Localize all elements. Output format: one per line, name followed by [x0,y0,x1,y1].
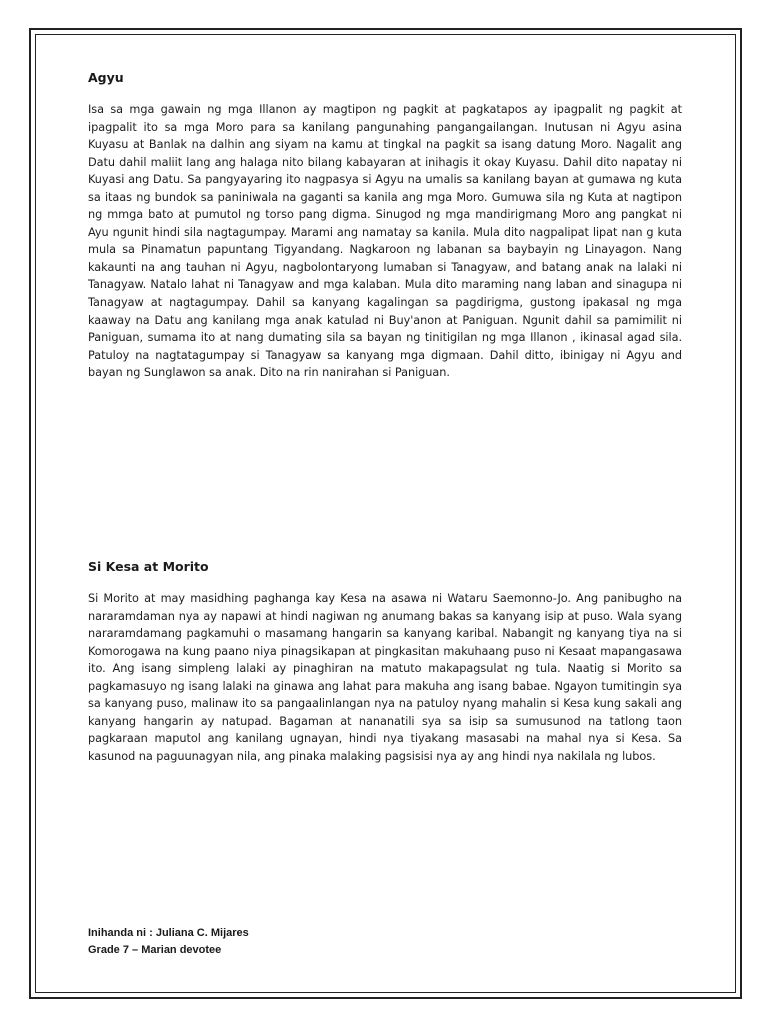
grade-line: Grade 7 – Marian devotee [88,944,222,956]
section-title-kesa-at-morito: Si Kesa at Morito [88,559,209,574]
section-kesa-at-morito [88,559,682,765]
section-body-kesa-at-morito: Si Morito at may masidhing paghanga kay Kesa na asawa ni Wataru Saemonno-Jo. Ang panibugho na nararamdaman nya ay napawi at hindi nagiwan ng anumang bakas sa kanyang isip at puso. Wala syang nararamdamang pagkamuhi o masamang hangarin sa kanyang karibal. Nabangit ng kanyang tiya na si Komorogawa na kung paano niya pinagsikapan at pingkasitan makuhaang puso ni Kesaat mapangasawa ito. Ang isang simpleng lalaki ay pinaghiran na matuto makapagsulat ng tula. Naatig si Morito sa pagkamasuyo ng isang lalaki na ginawa ang lahat para makuha ang isang babae. Ngayon tumitingin sya sa kanyang puso, malinaw ito sa pangaalinlangan nya na patuloy nyang mahalin si Kesa kung sakali ang kanyang hangarin ay natupad. Bagaman at nananatili sya sa isip sa sumusunod na tatlong taon pagkaraan maputol ang kanilang ugnayan, hindi nya tiyakang masasabi na mahal nya si Kesa. Sa kasunod na paguunagyan nila, ang pinaka malaking pagsisisi nya ay ang hindi nya nakilala ng lubos. [88,592,682,763]
section-agyu [88,70,682,382]
prepared-by-line: Inihanda ni : Juliana C. Mijares [88,927,249,939]
section-body-agyu: Isa sa mga gawain ng mga Illanon ay magtipon ng pagkit at pagkatapos ay ipagpalit ng pagkit at ipagpalit ito sa mga Moro para sa kanilang pangunahing pangangailangan. Inutusan ni Agyu asina Kuyasu at Banlak na dalhin ang siyam na kamu at tingkal na pagkit sa isang datung Moro. Nagalit ang Datu dahil maliit lang ang halaga nito bilang kabayaran at inihagis it okay Kuyasu. Dahil dito napatay ni Kuyasi ang Datu. Sa pangyayaring ito nagpasya si Agyu na umalis sa kanilang bayan at gumawa ng kuta sa itaas ng bundok sa paniniwala na gaganti sa kanila ang mga Moro. Gumuwa sila ng Kuta at nagtipon ng mmga bato at pumutol ng torso pang digma. Sinugod ng mga mandirigmang Moro ang pangkat ni Ayu ngunit hindi sila nagtagumpay. Marami ang namatay sa kanila. Mula dito nagpalipat lipat nan g kuta mula sa Pinamatun papuntang Tigyandang. Nagkaroon ng labanan sa baybayin ng Linayagon. Nang kakaunti na ang tauhan ni Agyu, nagbolontaryong lumaban si Tanagyaw, and batang anak na lalaki ni Tanagyaw. Natalo lahat ni Tanagyaw and mga kalaban. Mula dito maraming nang laban and sinagupa ni Tanagyaw at nagtagumpay. Dahil sa kanyang kagalingan sa pagdirigma, gustong ipakasal ng mga kaaway na Datu ang kanilang mga anak katulad ni Buy'anon at Paniguan. Ngunit dahil sa pamimilit ni Paniguan, sumama ito at nang dumating sila sa bayan ng tinitigilan ng mga Illanon , ikinasal agad sila. Patuloy na nagtatagumpay si Tanagyaw sa kanyang mga digmaan. Dahil ditto, ibinigay ni Agyu and bayan ng Sunglawon sa anak. Dito na rin nanirahan si Paniguan. [88,103,682,380]
section-title-agyu: Agyu [88,70,124,85]
footer [88,925,249,959]
